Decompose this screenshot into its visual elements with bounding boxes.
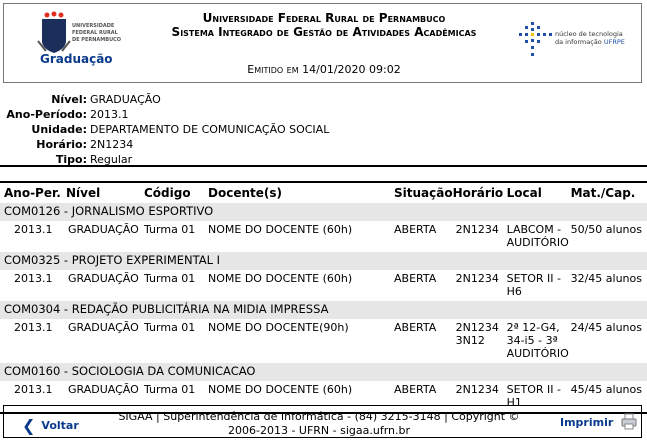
cell-local: SETOR II - H1 [506,383,561,409]
cell-nivel: GRADUAÇÃO [68,272,139,285]
col-nivel: Nível [66,186,101,200]
cell-situacao: ABERTA [394,272,437,285]
footer [3,405,642,438]
cell-mat-cap: 50/50 alunos [570,223,642,236]
cell-nivel: GRADUAÇÃO [68,383,139,396]
footer-line-1: SIGAA | Superintendência de Informática - (84) 3215-3148 | Copyright © [118,410,520,423]
course-title: COM0325 - PROJETO EXPERIMENTAL I [0,252,647,270]
classes-table [0,181,647,414]
table-header [0,182,647,203]
cell-codigo: Turma 01 [144,223,196,236]
group-header [0,301,647,319]
col-local: Local [506,186,542,200]
cell-mat-cap: 24/45 alunos [570,321,642,334]
svg-text:DE PERNAMBUCO: DE PERNAMBUCO [72,37,122,43]
info-horario: Horário: 2N1234 [36,138,134,151]
divider [0,165,647,167]
col-ano-per: Ano-Per. [4,186,61,200]
cell-docente: NOME DO DOCENTE (60h) [208,223,353,236]
cell-ano-per: 2013.1 [14,223,53,236]
cell-situacao: ABERTA [394,321,437,334]
module-name: Graduação [40,52,113,66]
nti-logo [517,20,637,60]
cell-ano-per: 2013.1 [14,321,53,334]
course-title: COM0126 - JORNALISMO ESPORTIVO [0,203,647,221]
col-situacao: Situação [394,186,453,200]
cell-local: SETOR II - H6 [506,272,561,298]
table-row [0,319,647,363]
cell-mat-cap: 32/45 alunos [570,272,642,285]
info-ano-periodo: Ano-Período: 2013.1 [6,108,129,121]
table-row [0,270,647,301]
cell-situacao: ABERTA [394,383,437,396]
cell-codigo: Turma 01 [144,272,196,285]
info-unidade: Unidade: DEPARTAMENTO DE COMUNICAÇÃO SOCIAL [31,123,330,136]
info-tipo: Tipo: Regular [55,153,133,166]
svg-text:da informação UFRPE: da informação UFRPE [555,38,625,46]
report-title [154,11,494,39]
col-horario: Horário [452,186,504,200]
cell-docente: NOME DO DOCENTE(90h) [208,321,349,334]
col-codigo: Código [144,186,191,200]
printer-icon[interactable] [621,413,637,430]
course-title: COM0304 - REDAÇÃO PUBLICITÁRIA NA MIDIA IMPRESSA [0,301,647,319]
group-header [0,252,647,270]
svg-text:núcleo de tecnologia: núcleo de tecnologia [555,30,623,38]
class-filter-info [0,92,329,167]
cell-horario: 2N1234 [455,272,499,285]
info-nivel: Nível: GRADUAÇÃO [51,93,161,106]
col-docentes: Docente(s) [208,186,282,200]
cell-ano-per: 2013.1 [14,383,53,396]
cell-mat-cap: 45/45 alunos [570,383,642,396]
cell-docente: NOME DO DOCENTE (60h) [208,272,353,285]
cell-ano-per: 2013.1 [14,272,53,285]
cell-horario: 2N1234 [455,223,499,236]
print-button[interactable]: Imprimir [560,416,614,429]
cell-codigo: Turma 01 [144,321,196,334]
cell-docente: NOME DO DOCENTE (60h) [208,383,353,396]
report-header [3,3,642,83]
cell-nivel: GRADUAÇÃO [68,321,139,334]
back-button[interactable]: ❮ Voltar [22,416,79,435]
group-header [0,363,647,381]
svg-text:FEDERAL RURAL: FEDERAL RURAL [72,30,118,36]
footer-line-2: 2006-2013 - UFRN - sigaa.ufrn.br [227,424,411,437]
table-row [0,221,647,252]
chevron-left-icon: ❮ [22,416,36,435]
cell-local: LABCOM - AUDITÓRIO [506,223,569,249]
system-name: Sistema Integrado de Gestão de Atividades Acadêmicas [171,25,477,39]
cell-horario: 2N1234 [455,383,499,396]
cell-codigo: Turma 01 [144,383,196,396]
svg-text:UNIVERSIDADE: UNIVERSIDADE [72,23,115,29]
cell-local: 2ª 12-G4, 34-i5 - 3ª AUDITÓRIO [506,321,569,360]
cell-situacao: ABERTA [394,223,437,236]
cell-horario: 2N1234 3N12 [455,321,499,347]
footer-text [99,410,539,438]
col-mat-cap: Mat./Cap. [570,186,636,200]
emission-date: Emitido em 14/01/2020 09:02 [247,63,401,76]
university-name: Universidade Federal Rural de Pernambuco [202,11,446,25]
group-header [0,203,647,221]
cell-nivel: GRADUAÇÃO [68,223,139,236]
course-title: COM0160 - SOCIOLOGIA DA COMUNICACAO [0,363,647,381]
